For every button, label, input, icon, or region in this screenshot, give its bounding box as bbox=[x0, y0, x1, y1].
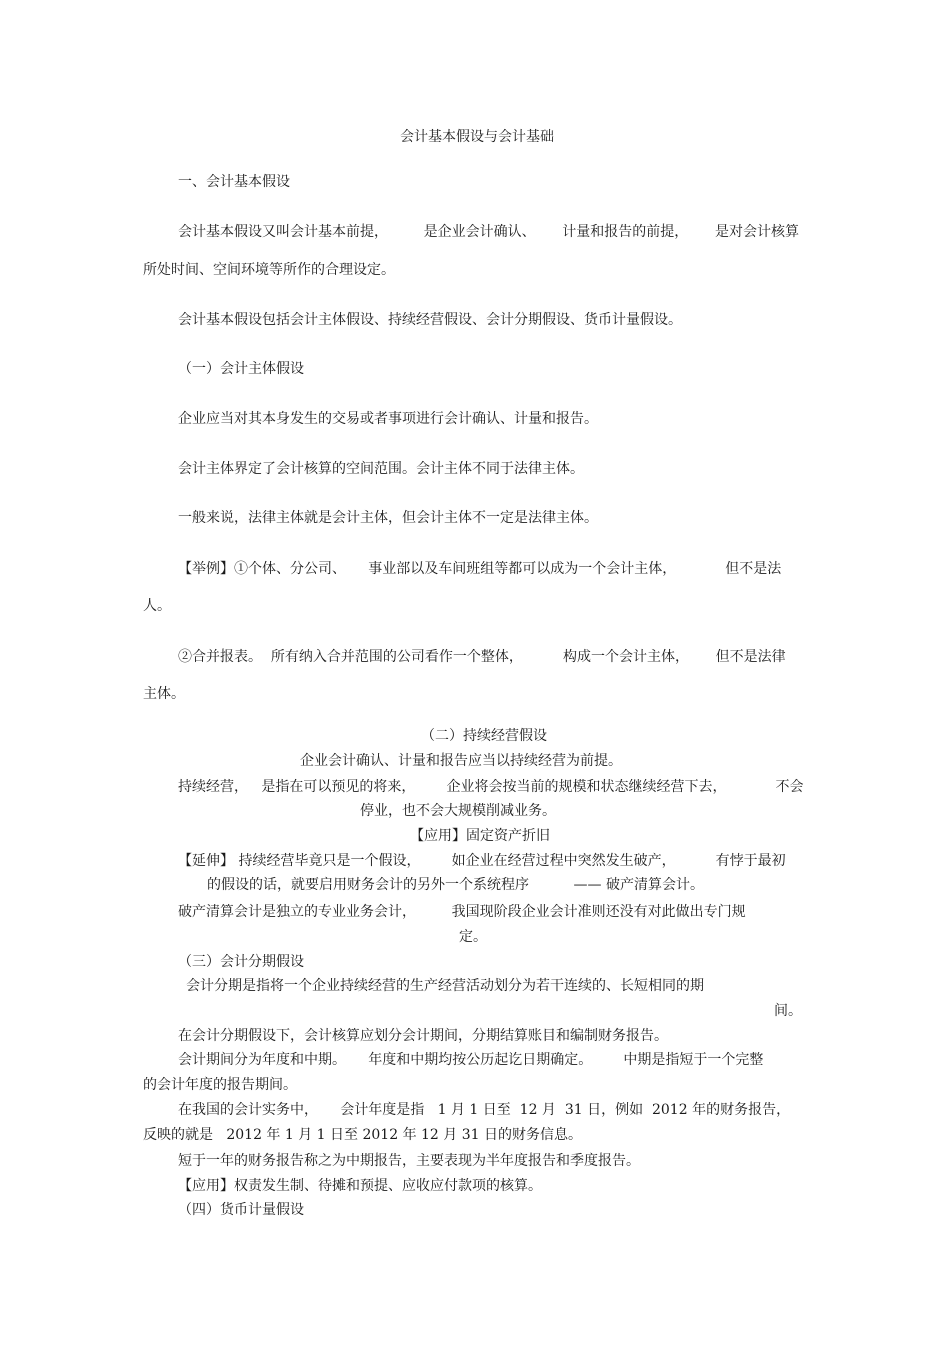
paragraph-line: 破产清算会计是独立的专业业务会计， 我国现阶段企业会计准则还没有对此做出专门规 bbox=[178, 904, 746, 920]
example-line: 【举例】①个体、分公司、 事业部以及车间班组等都可以成为一个会计主体， 但不是法 bbox=[178, 561, 782, 577]
paragraph: 会计主体界定了会计核算的空间范围。会计主体不同于法律主体。 bbox=[178, 461, 584, 477]
paragraph-line: 会计分期是指将一个企业持续经营的生产经营活动划分为若干连续的、长短相同的期 bbox=[186, 978, 704, 994]
section-heading: 一、会计基本假设 bbox=[178, 174, 290, 190]
paragraph: 企业会计确认、计量和报告应当以持续经营为前提。 bbox=[300, 753, 622, 769]
subsection-heading: （二）持续经营假设 bbox=[421, 728, 547, 744]
paragraph-line: 定。 bbox=[459, 929, 487, 945]
paragraph-line: 在我国的会计实务中， 会计年度是指 1 月 1 日至 12 月 31 日，例如 2012 年的财务报告， bbox=[178, 1102, 791, 1118]
paragraph: 在会计分期假设下，会计核算应划分会计期间，分期结算账目和编制财务报告。 bbox=[178, 1028, 668, 1044]
paragraph-line: 所处时间、空间环境等所作的合理设定。 bbox=[143, 262, 395, 278]
paragraph: 【应用】权责发生制、待摊和预提、应收应付款项的核算。 bbox=[178, 1178, 542, 1194]
subsection-heading: （一）会计主体假设 bbox=[178, 361, 304, 377]
paragraph: 会计基本假设包括会计主体假设、持续经营假设、会计分期假设、货币计量假设。 bbox=[178, 312, 682, 328]
paragraph-line: 持续经营， 是指在可以预见的将来， 企业将会按当前的规模和状态继续经营下去， 不会 bbox=[178, 779, 804, 795]
paragraph-line: 的假设的话，就要启用财务会计的另外一个系统程序 —— 破产清算会计。 bbox=[207, 877, 704, 893]
paragraph-line: 【延伸】 持续经营毕竟只是一个假设， 如企业在经营过程中突然发生破产， 有悖于最初 bbox=[178, 853, 786, 869]
paragraph-line: 间。 bbox=[774, 1003, 802, 1019]
document-title: 会计基本假设与会计基础 bbox=[400, 129, 554, 145]
paragraph-line: 会计基本假设又叫会计基本前提， 是企业会计确认、 计量和报告的前提， 是对会计核算 bbox=[178, 224, 800, 240]
subsection-heading: （四）货币计量假设 bbox=[178, 1202, 304, 1218]
paragraph: 企业应当对其本身发生的交易或者事项进行会计确认、计量和报告。 bbox=[178, 411, 598, 427]
example-line: 人。 bbox=[143, 598, 171, 614]
example-line: ②合并报表。 所有纳入合并范围的公司看作一个整体， 构成一个会计主体， 但不是法律 bbox=[178, 649, 786, 665]
example-line: 主体。 bbox=[143, 686, 185, 702]
paragraph: 短于一年的财务报告称之为中期报告，主要表现为半年度报告和季度报告。 bbox=[178, 1153, 640, 1169]
subsection-heading: （三）会计分期假设 bbox=[178, 954, 304, 970]
paragraph: 一般来说，法律主体就是会计主体，但会计主体不一定是法律主体。 bbox=[178, 510, 598, 526]
paragraph-line: 的会计年度的报告期间。 bbox=[143, 1077, 297, 1093]
paragraph-line: 会计期间分为年度和中期。 年度和中期均按公历起讫日期确定。 中期是指短于一个完整 bbox=[178, 1052, 764, 1068]
paragraph-line: 反映的就是 2012 年 1 月 1 日至 2012 年 12 月 31 日的财务信息。 bbox=[143, 1127, 583, 1143]
paragraph-line: 停业，也不会大规模削减业务。 bbox=[360, 803, 556, 819]
paragraph: 【应用】固定资产折旧 bbox=[410, 828, 550, 844]
